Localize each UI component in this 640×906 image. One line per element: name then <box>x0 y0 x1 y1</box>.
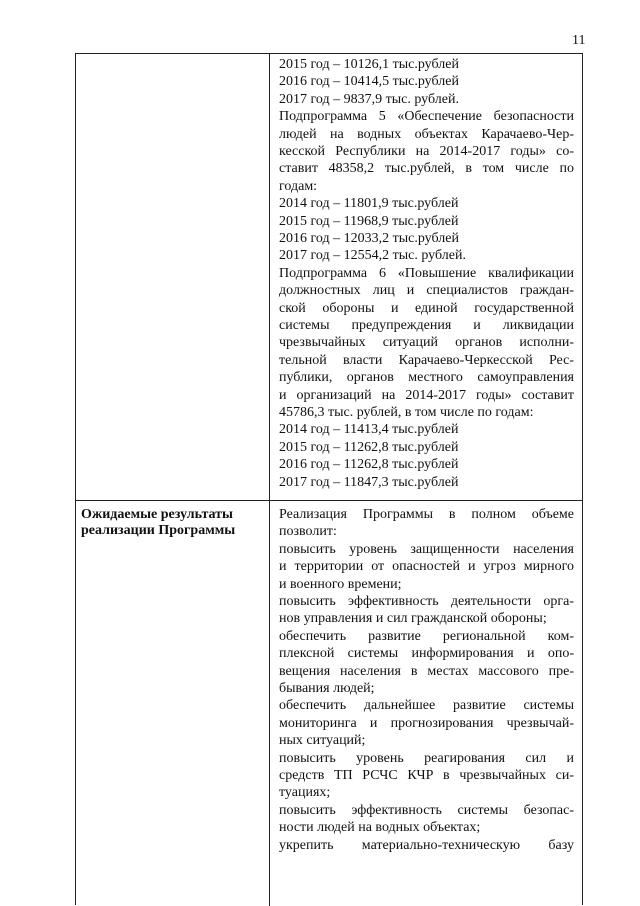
text-line: Подпрограмма 6 «Повышение квалификации <box>279 265 574 281</box>
text-line: людей на водных объектах Карачаево-Чер- <box>279 126 574 142</box>
funding-row <box>76 54 582 501</box>
text-line: 2017 год – 9837,9 тыс. рублей. <box>279 91 459 107</box>
expected-results-label-cell <box>76 501 270 906</box>
page-number: 11 <box>572 33 586 48</box>
text-line: Реализация Программы в полном объеме <box>279 507 574 522</box>
text-line: ных ситуаций; <box>279 733 366 749</box>
text-line: 45786,3 тыс. рублей, в том числе по годам: <box>279 405 534 420</box>
text-line: 2015 год – 11968,9 тыс.рублей <box>279 213 459 229</box>
row-label-line: Ожидаемые результаты <box>81 507 233 522</box>
text-line: 2014 год – 11413,4 тыс.рублей <box>279 422 459 438</box>
text-line: 2016 год – 12033,2 тыс.рублей <box>279 231 459 246</box>
text-line: позволит: <box>279 524 337 540</box>
program-passport-table <box>75 53 583 905</box>
text-line: кесской Республики на 2014-2017 годы» со- <box>279 144 574 159</box>
text-line: должностных лиц и специалистов граждан- <box>279 283 574 299</box>
text-line: повысить эффективность деятельности орга- <box>279 594 574 609</box>
text-line: системы предупреждения и ликвидации <box>279 318 574 333</box>
text-line: 2015 год – 11262,8 тыс.рублей <box>279 439 459 455</box>
text-line: туациях; <box>279 785 331 801</box>
text-line: Подпрограмма 5 «Обеспечение безопасности <box>279 109 574 125</box>
text-line: публики, органов местного самоуправления <box>279 370 574 386</box>
text-line: 2016 год – 10414,5 тыс.рублей <box>279 74 459 90</box>
text-line: чрезвычайных ситуаций органов исполни- <box>279 335 574 351</box>
text-line: повысить уровень защищенности населения <box>279 541 574 557</box>
text-line: плексной системы информирования и опо- <box>279 646 574 662</box>
text-line: и военного времени; <box>279 576 402 592</box>
text-line: ской обороны и единой государственной <box>279 300 574 316</box>
text-line: 2015 год – 10126,1 тыс.рублей <box>279 57 459 72</box>
text-line: вещения населения в местах массового пре- <box>279 663 574 679</box>
expected-results-content-cell <box>270 501 582 906</box>
text-line: бывания людей; <box>279 681 375 696</box>
text-line: обеспечить развитие региональной ком- <box>279 628 574 644</box>
row-label-line: реализации Программы <box>81 523 236 538</box>
text-line: 2017 год – 11847,3 тыс.рублей <box>279 474 459 490</box>
text-line: мониторинга и прогнозирования чрезвычай- <box>279 715 574 731</box>
text-line: 2017 год – 12554,2 тыс. рублей. <box>279 248 466 264</box>
text-line: нов управления и сил гражданской обороны; <box>279 611 547 627</box>
funding-row-content-cell <box>270 54 582 500</box>
text-line: ставит 48358,2 тыс.рублей, в том числе по <box>279 161 574 177</box>
text-line: ности людей на водных объектах; <box>279 820 481 836</box>
text-line: повысить уровень реагирования сил и <box>279 750 574 766</box>
text-line: 2016 год – 11262,8 тыс.рублей <box>279 457 459 473</box>
text-line: повысить эффективность системы безопас- <box>279 802 574 818</box>
expected-results-row <box>76 501 582 906</box>
text-line: и организаций на 2014-2017 годы» составит <box>279 387 574 403</box>
text-line: обеспечить дальнейшее развитие системы <box>279 698 574 714</box>
text-line: 2014 год – 11801,9 тыс.рублей <box>279 196 459 212</box>
text-line: средств ТП РСЧС КЧР в чрезвычайных си- <box>279 768 574 783</box>
text-line: тельной власти Карачаево-Черкесской Рес- <box>279 352 574 368</box>
funding-row-label-cell <box>76 54 270 500</box>
text-line: и территории от опасностей и угроз мирного <box>279 559 574 575</box>
expected-results-label <box>81 507 269 539</box>
text-line: укрепить материально-техническую базу <box>279 837 574 853</box>
text-line: годам: <box>279 178 318 194</box>
